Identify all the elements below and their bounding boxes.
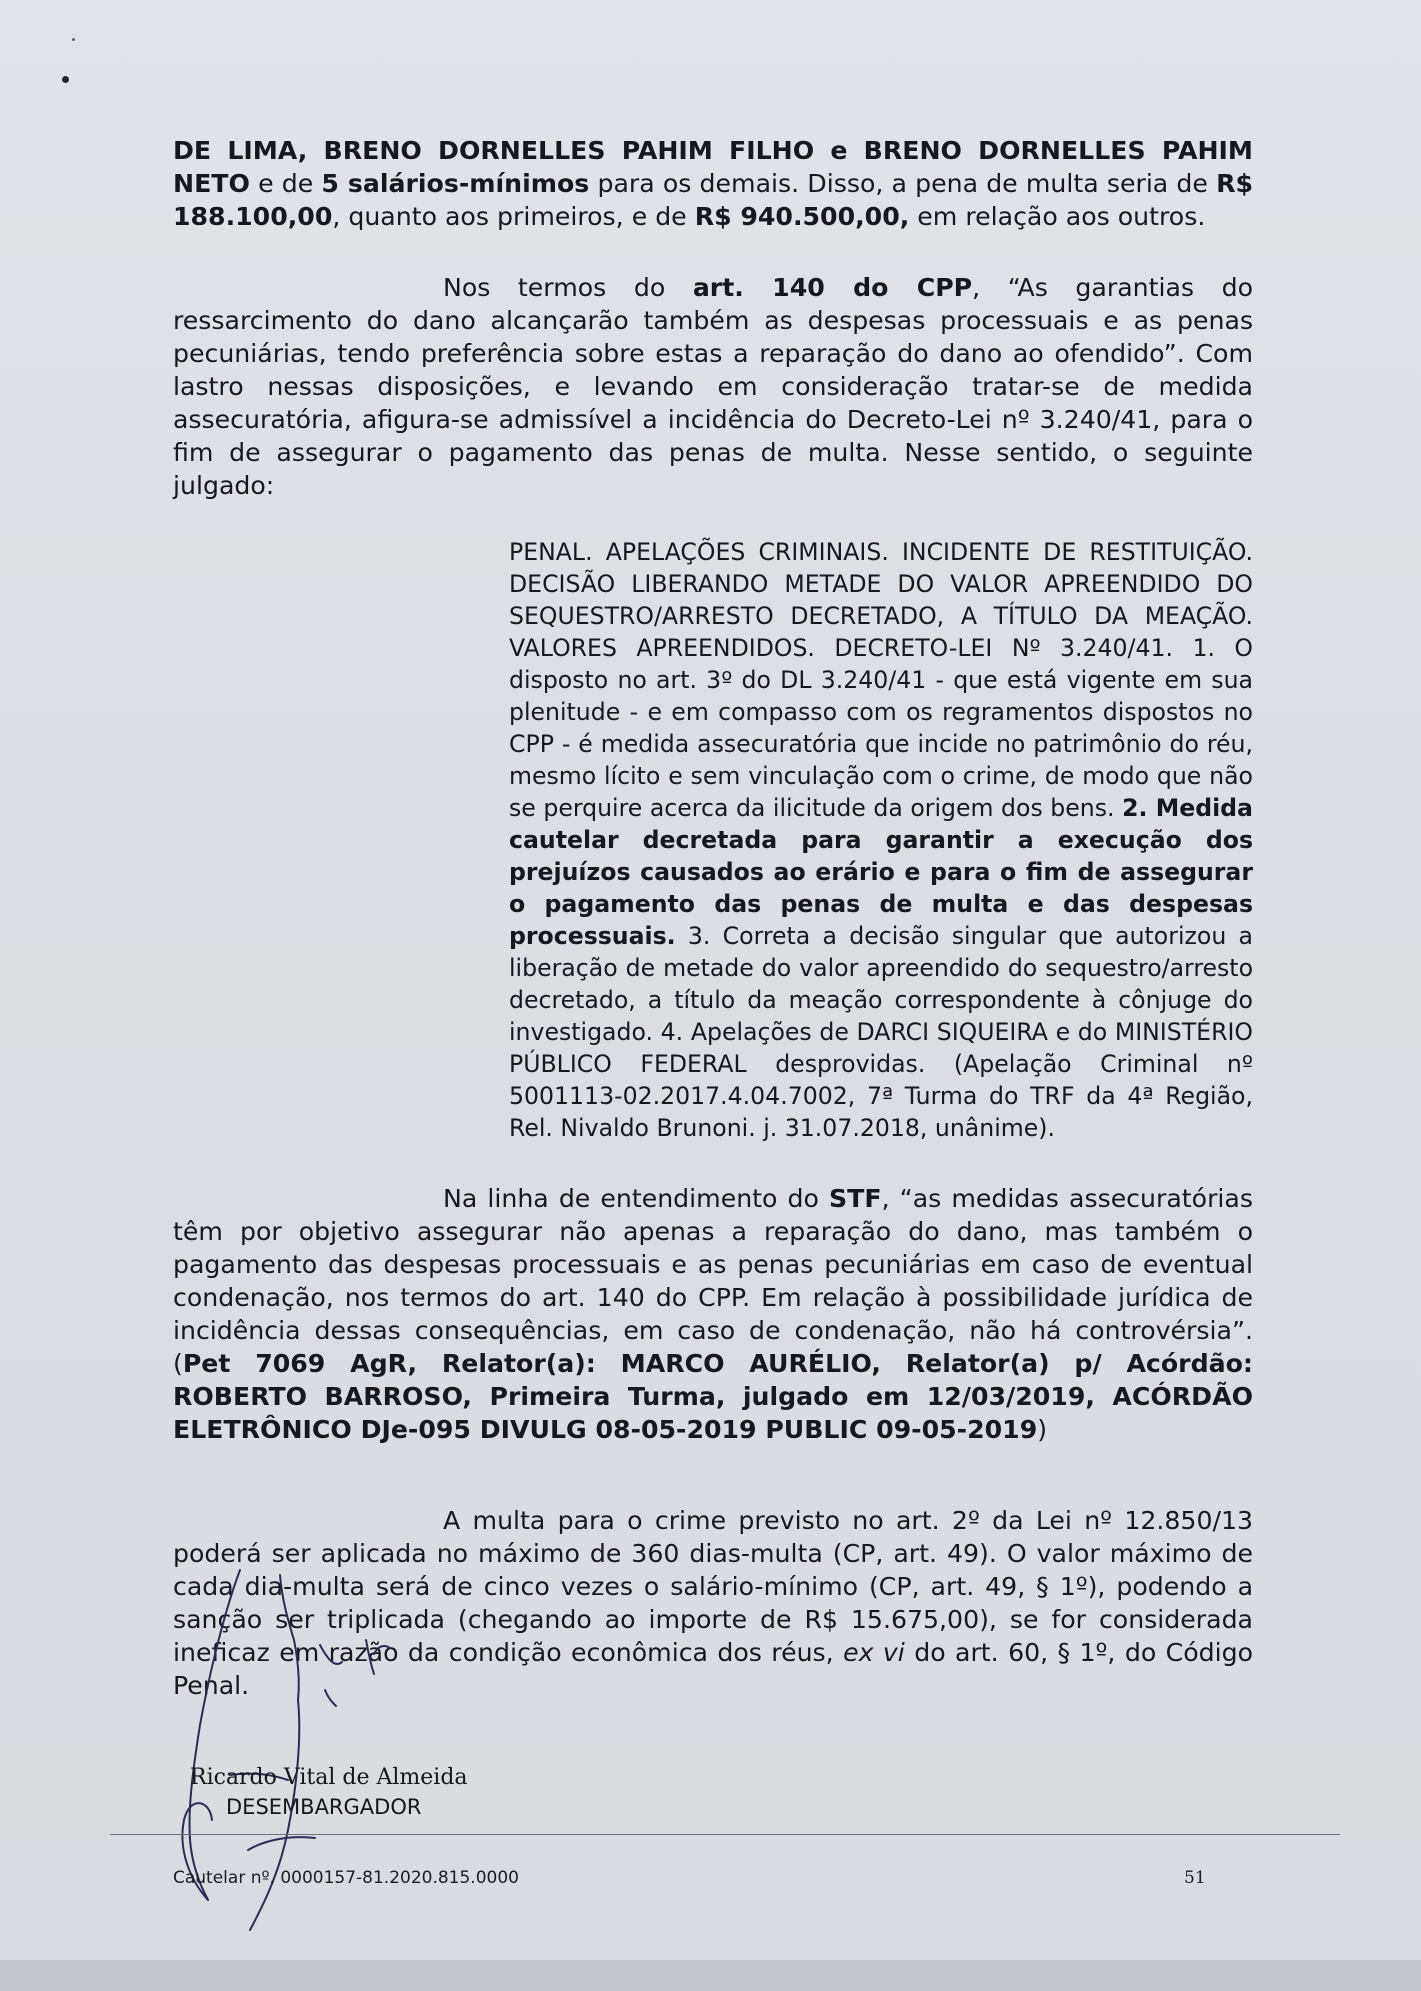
signature-block <box>190 1765 550 1855</box>
bold-span: 2. Medida cautelar decretada para garantir a execução dos prejuízos causados ao erário e para o fim de assegurar o pagamento das penas de multa e das despesas processuais. <box>509 794 1253 950</box>
case-law-quote <box>509 536 1253 1144</box>
paragraph-fine-limit <box>173 1504 1253 1702</box>
italic-span: ex vi <box>843 1638 905 1667</box>
paragraph-stf <box>173 1182 1253 1446</box>
bold-span: Pet 7069 AgR, Relator(a): MARCO AURÉLIO, Relator(a) p/ Acórdão: ROBERTO BARROSO, Primeira Turma, julgado em 12/03/2019, ACÓRDÃO ELETRÔNICO DJe-095 DIVULG 08-05-2019 PUBLIC 09-05-2019 <box>173 1349 1253 1444</box>
text-span: , “as medidas assecuratórias têm por objetivo assegurar não apenas a reparação do dano, mas também o pagamento das despesas processuais e as penas pecuniárias em caso de eventual condenação, nos termos do art. 140 do CPP. Em relação à possibilidade jurídica de incidência dessas consequências, em caso de condenação, não há controvérsia”. ( <box>173 1184 1253 1378</box>
text-span: do art. 60, § 1º, do Código Penal. <box>173 1638 1254 1700</box>
scan-speck <box>72 38 75 41</box>
text-span: PENAL. APELAÇÕES CRIMINAIS. INCIDENTE DE RESTITUIÇÃO. DECISÃO LIBERANDO METADE DO VALOR APREENDIDO DO SEQUESTRO/ARRESTO DECRETADO, A TÍTULO DA MEAÇÃO. VALORES APREENDIDOS. DECRETO-LEI Nº 3.240/41. 1. O disposto no art. 3º do DL 3.240/41 - que está vigente em sua plenitude - e em compasso com os regramentos dispostos no CPP - é medida assecuratória que incide no patrimônio do réu, mesmo lícito e sem vinculação com o crime, de modo que não se perquire acerca da ilicitude da origem dos bens. <box>509 538 1253 822</box>
case-number: Cautelar nº. 0000157-81.2020.815.0000 <box>173 1868 519 1888</box>
text-span: 3. Correta a decisão singular que autorizou a liberação de metade do valor apreendido do sequestro/arresto decretado, a título da meação correspondente à cônjuge do investigado. 4. Apelações de DARCI SIQUEIRA e do MINISTÉRIO PÚBLICO FEDERAL desprovidas. (Apelação Criminal nº 5001113-02.2017.4.04.7002, 7ª Turma do TRF da 4ª Região, Rel. Nivaldo Brunoni. j. 31.07.2018, unânime). <box>509 922 1253 1142</box>
text-span: em relação aos outros. <box>909 202 1206 231</box>
bold-span: 5 salários-mínimos <box>321 169 590 198</box>
signer-title: DESEMBARGADOR <box>226 1795 422 1819</box>
bold-span: R$ 188.100,00 <box>173 169 1254 231</box>
paragraph-penalty-amounts <box>173 134 1253 233</box>
scan-speck <box>62 76 69 83</box>
text-span: Nos termos do <box>443 273 693 302</box>
text-span: Na linha de entendimento do <box>443 1184 830 1213</box>
text-span: ) <box>1037 1415 1048 1444</box>
signer-name: Ricardo Vital de Almeida <box>190 1765 468 1790</box>
defendant-names: DE LIMA, BRENO DORNELLES PAHIM FILHO e BRENO DORNELLES PAHIM NETO <box>173 136 1253 198</box>
bold-span: art. 140 do CPP <box>692 273 973 302</box>
scan-edge <box>0 1960 1421 1991</box>
bold-span: STF <box>829 1184 882 1213</box>
bold-span: R$ 940.500,00, <box>694 202 910 231</box>
text-span: , quanto aos primeiros, e de <box>332 202 695 231</box>
text-span: e de <box>249 169 322 198</box>
page-number: 51 <box>1184 1868 1206 1888</box>
document-body <box>173 134 1253 1702</box>
text-span: A multa para o crime previsto no art. 2º da Lei nº 12.850/13 poderá ser aplicada no máximo de 360 dias-multa (CP, art. 49). O valor máximo de cada dia-multa será de cinco vezes o salário-mínimo (CP, art. 49, § 1º), podendo a sanção ser triplicada (chegando ao importe de R$ 15.675,00), se for considerada ineficaz em razão da condição econômica dos réus, <box>173 1506 1253 1667</box>
footer-divider <box>110 1834 1340 1835</box>
text-span: , “As garantias do ressarcimento do dano alcançarão também as despesas processuais e as penas pecuniárias, tendo preferência sobre estas a reparação do dano ao ofendido”. Com lastro nessas disposições, e levando em consideração tratar-se de medida assecuratória, afigura-se admissível a incidência do Decreto-Lei nº 3.240/41, para o fim de assegurar o pagamento das penas de multa. Nesse sentido, o seguinte julgado: <box>173 273 1253 500</box>
paragraph-art-140 <box>173 271 1253 502</box>
text-span: para os demais. Disso, a pena de multa seria de <box>589 169 1217 198</box>
